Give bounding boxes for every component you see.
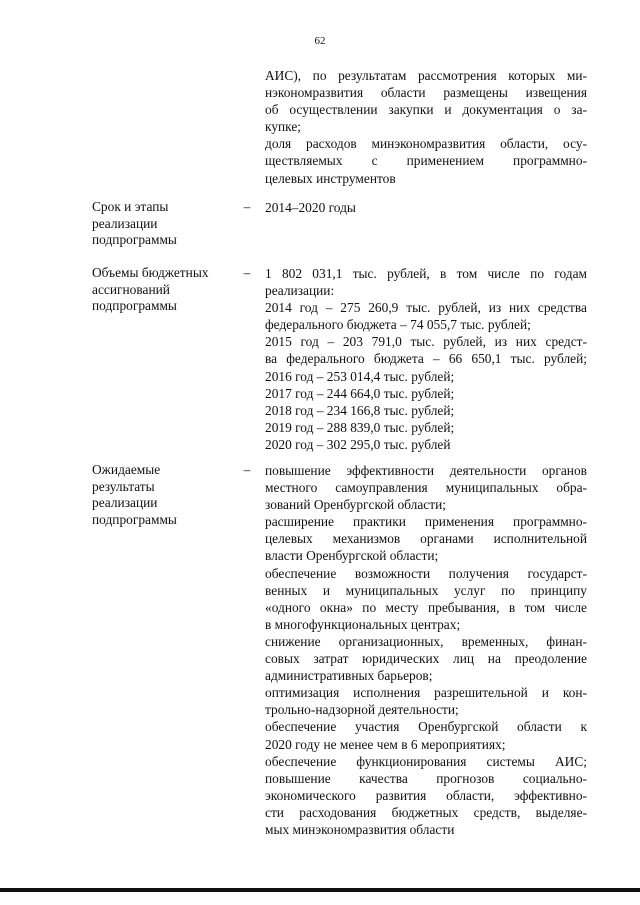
text-line: мых минэкономразвития области	[265, 821, 455, 837]
text-line: обеспечение функционирования системы АИС;	[265, 753, 587, 769]
continued-text	[265, 67, 587, 187]
bottom-rule	[0, 888, 640, 892]
text-line: снижение организационных, временных, финан-	[265, 633, 587, 649]
text-line: венных и муниципальных услуг по принципу	[265, 582, 587, 598]
text-line: 2015 год – 203 791,0 тыс. рублей, из них средст-	[265, 334, 587, 350]
text-line: в многофункциональных центрах;	[265, 616, 461, 632]
text-line: власти Оренбургской области;	[265, 548, 439, 564]
text-line: целевых инструментов	[265, 170, 396, 186]
section-label: Срок и этапы реализации подпрограммы	[92, 199, 177, 248]
text-line: АИС), по результатам рассмотрения которых ми-	[265, 68, 587, 83]
text-line: оптимизация исполнения разрешительной и кон-	[265, 685, 587, 701]
section-dash: –	[243, 199, 251, 214]
text-line: 1 802 031,1 тыс. рублей, в том числе по годам	[265, 266, 587, 281]
text-line: ва федерального бюджета – 66 650,1 тыс. рублей;	[265, 351, 587, 367]
section-value	[265, 462, 587, 838]
text-line: 2014 год – 275 260,9 тыс. рублей, из них средства	[265, 300, 587, 316]
text-line: экономического развития области, эффективно-	[265, 787, 587, 803]
text-line: 2020 году не менее чем в 6 мероприятиях;	[265, 736, 506, 752]
text-line: федерального бюджета – 74 055,7 тыс. рублей;	[265, 317, 531, 333]
text-line: местного самоуправления муниципальных обра-	[265, 480, 587, 496]
text-line: сти расходования бюджетных средств, выделяе-	[265, 804, 587, 820]
text-line: 2019 год – 288 839,0 тыс. рублей;	[265, 419, 455, 435]
text-line: 2017 год – 244 664,0 тыс. рублей;	[265, 385, 455, 401]
text-line: 2020 год – 302 295,0 тыс. рублей	[265, 436, 451, 452]
text-line: ществляемых с применением программно-	[265, 153, 587, 169]
text-line: целевых механизмов органами исполнительной	[265, 531, 587, 547]
text-line: реализации:	[265, 283, 335, 299]
text-line: об осуществлении закупки и документация о за-	[265, 102, 587, 118]
text-line: доля расходов минэкономразвития области, осу-	[265, 136, 587, 152]
text-line: совых затрат юридических лиц на преодоление	[265, 651, 587, 667]
text-line: нэкономразвития области размещены извещения	[265, 85, 587, 101]
text-line: трольно-надзорной деятельности;	[265, 702, 459, 718]
page-number: 62	[314, 35, 326, 47]
text-line: повышение качества прогнозов социально-	[265, 770, 587, 786]
section-value	[265, 199, 587, 216]
section-value	[265, 265, 587, 453]
text-line: повышение эффективности деятельности органов	[265, 463, 587, 478]
text-line: 2016 год – 253 014,4 тыс. рублей;	[265, 368, 455, 384]
text-line: 2014–2020 годы	[265, 200, 356, 215]
section-dash: –	[243, 265, 251, 280]
text-line: административных барьеров;	[265, 668, 433, 684]
text-line: расширение практики применения программно-	[265, 514, 587, 530]
text-line: 2018 год – 234 166,8 тыс. рублей;	[265, 402, 455, 418]
text-line: «одного окна» по месту пребывания, в том числе	[265, 599, 587, 615]
text-line: купке;	[265, 119, 302, 135]
text-line: обеспечение возможности получения государст-	[265, 565, 587, 581]
text-line: обеспечение участия Оренбургской области к	[265, 719, 587, 735]
text-line: зований Оренбургской области;	[265, 497, 446, 513]
section-label: Объемы бюджетных ассигнований подпрограммы	[92, 265, 209, 314]
section-label: Ожидаемые результаты реализации подпрограммы	[92, 462, 177, 527]
section-dash: –	[243, 462, 251, 477]
